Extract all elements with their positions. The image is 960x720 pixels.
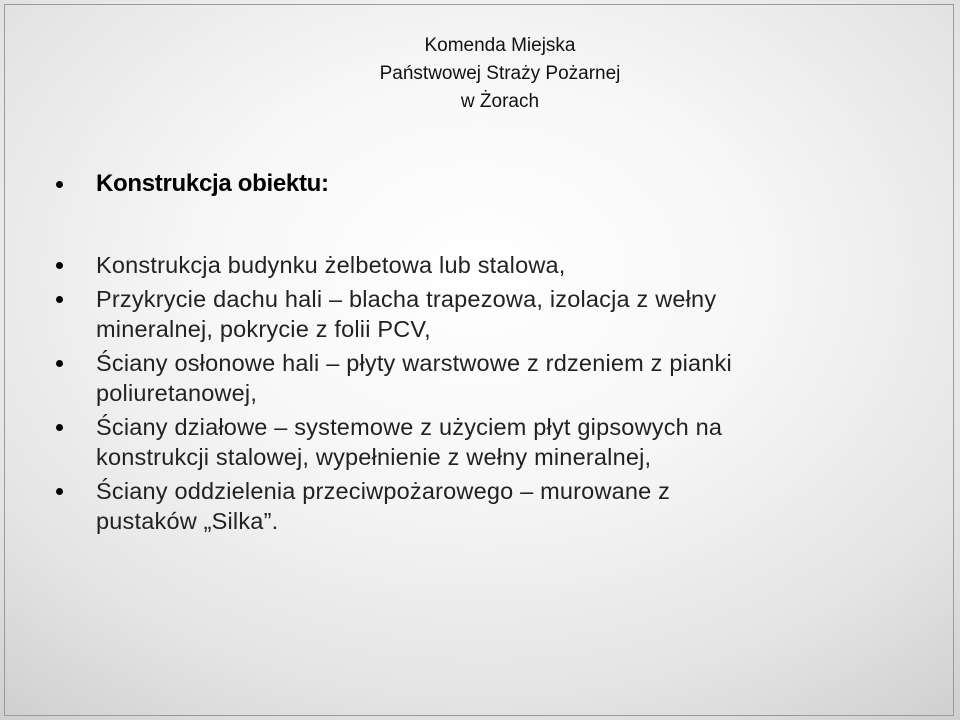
bullet-icon [56,296,70,303]
list-item-text-line-2: poliuretanowej, [96,380,258,406]
list-item-text-line-1: Konstrukcja budynku żelbetowa lub stalowa, [96,252,566,278]
bullet-icon [56,181,70,188]
header-line-2: Państwowej Straży Pożarnej [379,63,621,84]
list-item-text-line-2: mineralnej, pokrycie z folii PCV, [96,316,431,342]
list-item-text-line-2: pustaków „Silka”. [96,508,279,534]
bullet-icon [56,262,70,269]
list-item-text-line-1: Ściany działowe – systemowe z użyciem płyt gipsowych na [96,414,723,440]
list-item [56,348,916,408]
header-institution [250,32,750,116]
bullet-icon [56,424,70,431]
section-title [56,170,329,198]
section-title-text: Konstrukcja obiektu: [96,170,329,197]
header-line-3: w Żorach [460,91,540,112]
list-item-text-line-1: Ściany oddzielenia przeciwpożarowego – murowane z [96,478,671,504]
list-item-text-line-1: Przykrycie dachu hali – blacha trapezowa, izolacja z wełny [96,286,717,312]
header-line-1: Komenda Miejska [424,35,576,56]
list-item [56,412,916,472]
list-item [56,250,916,280]
bullet-list [56,250,916,540]
list-item-text-line-1: Ściany osłonowe hali – płyty warstwowe z rdzeniem z pianki [96,350,732,376]
bullet-icon [56,488,70,495]
bullet-icon [56,360,70,367]
list-item [56,476,916,536]
list-item [56,284,916,344]
list-item-text-line-2: konstrukcji stalowej, wypełnienie z wełny mineralnej, [96,444,652,470]
